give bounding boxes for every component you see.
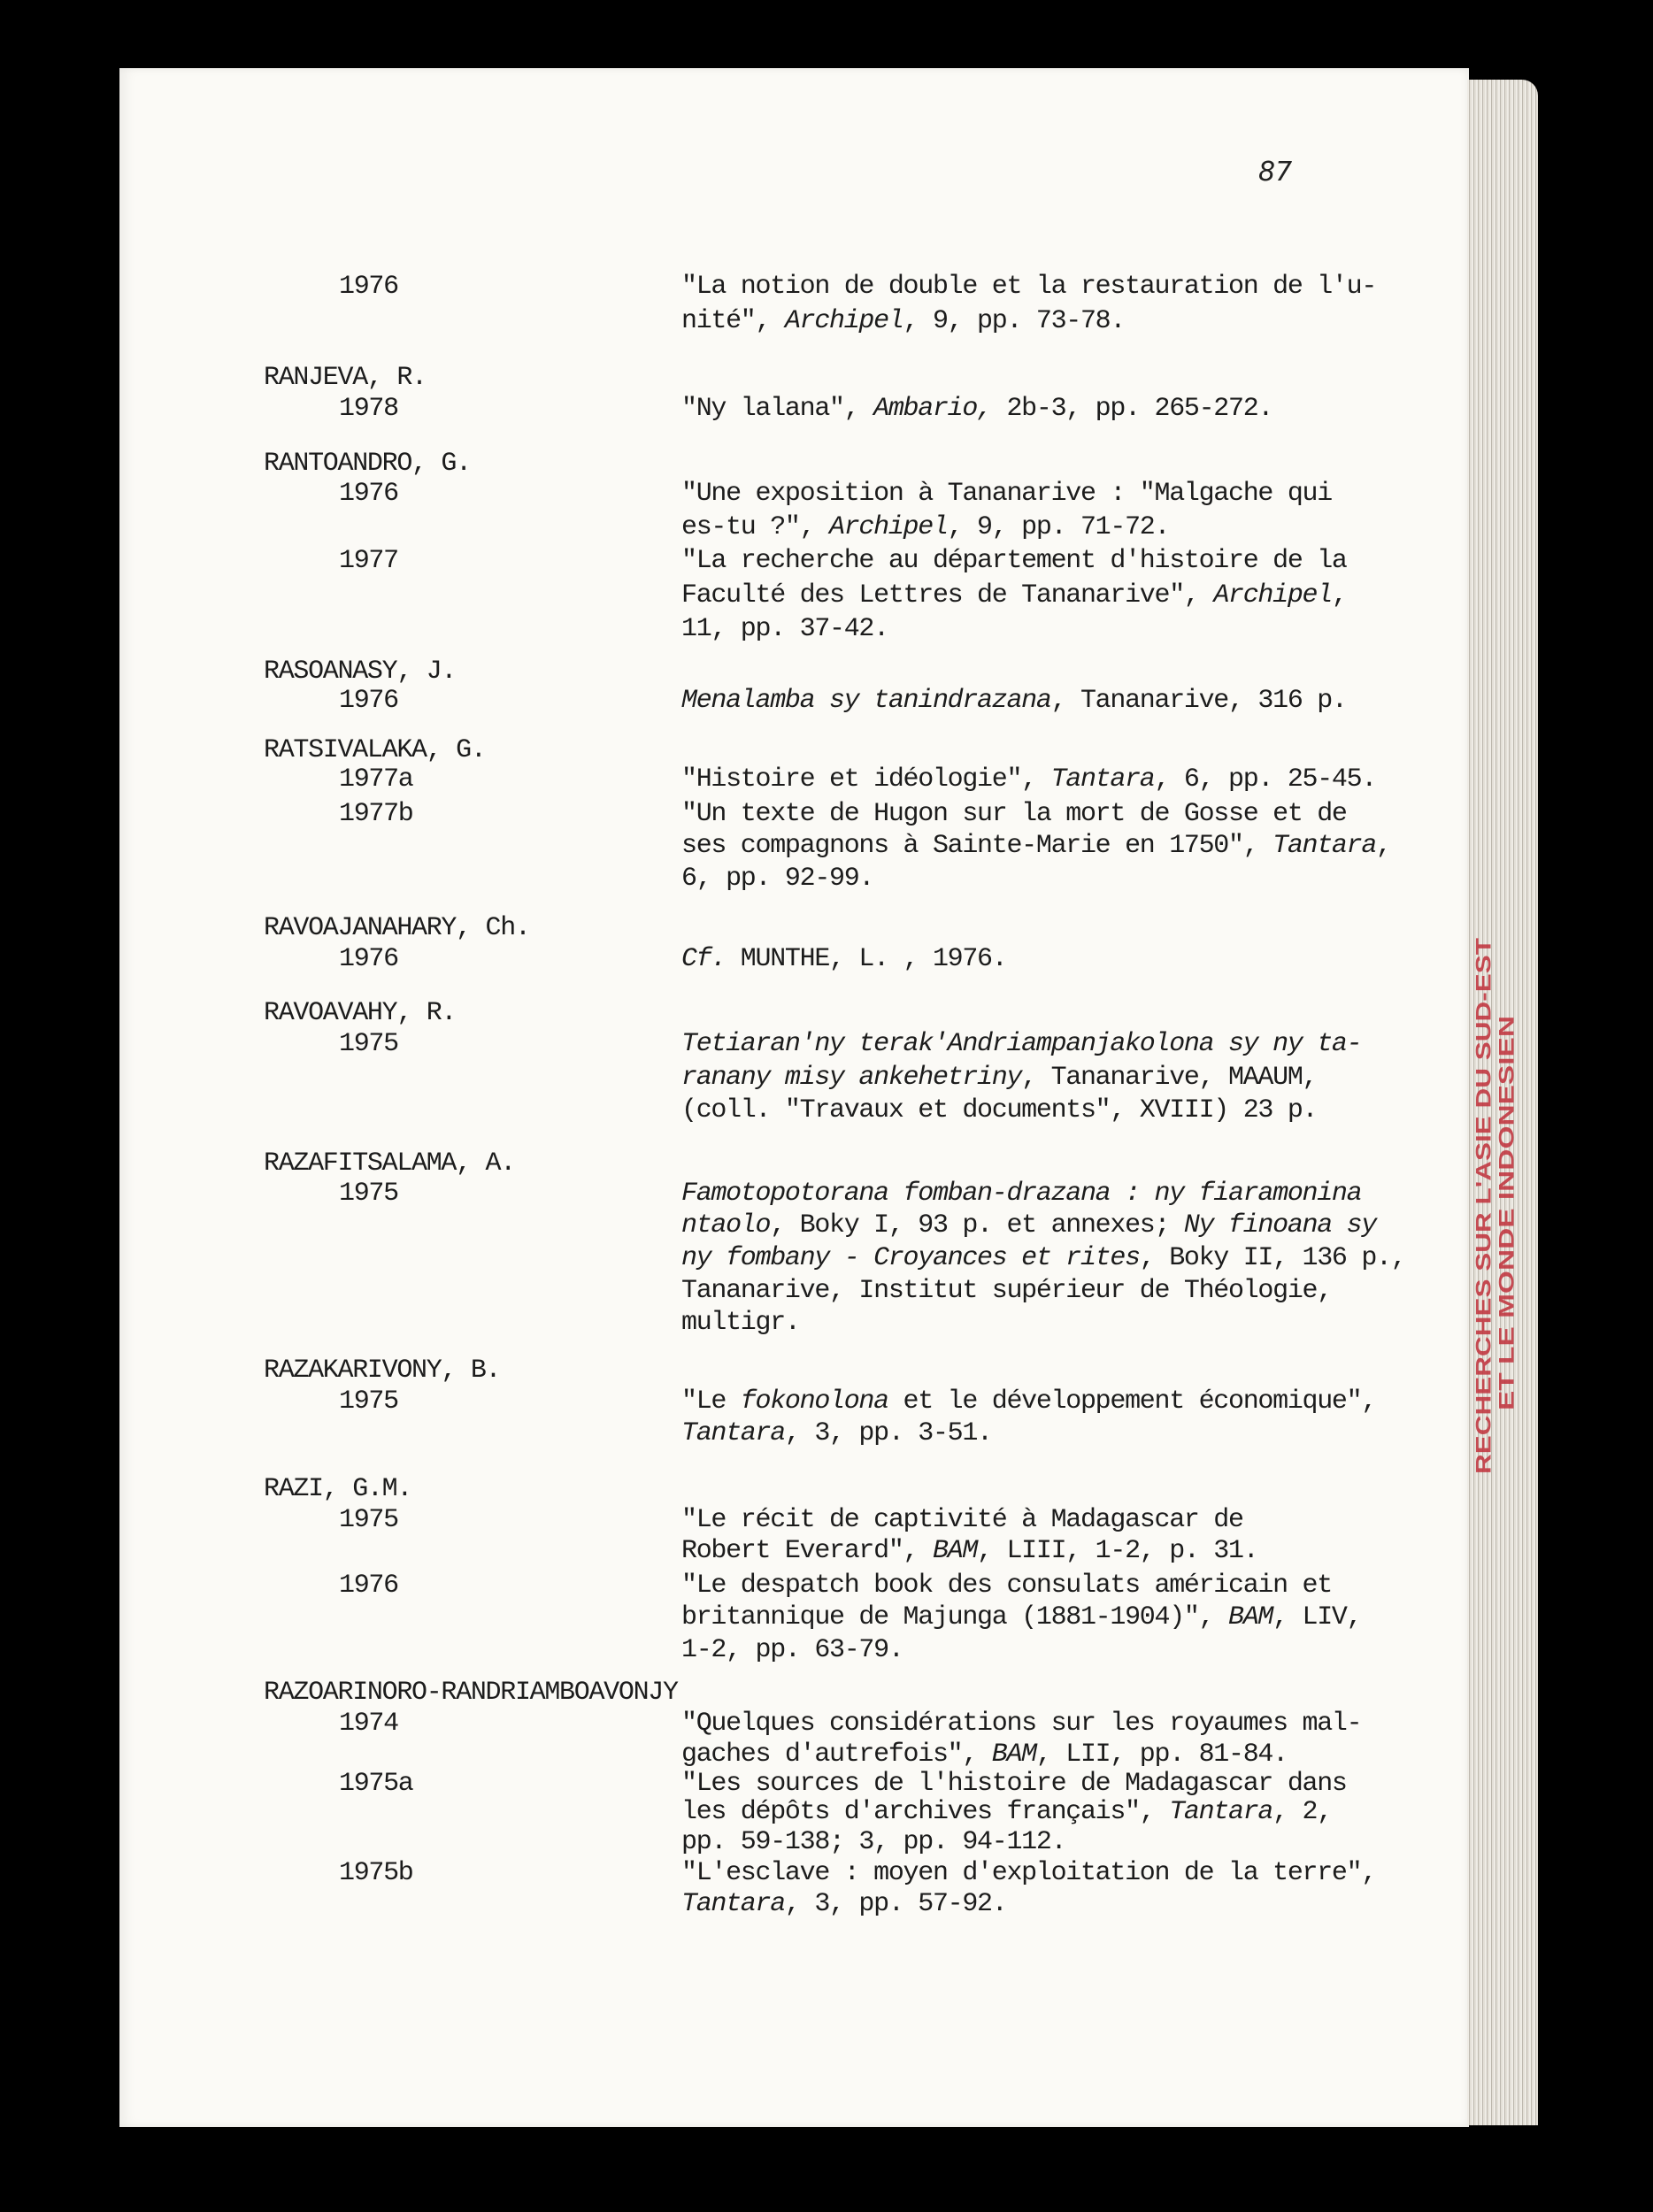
author-name: RAZI, G.M.	[264, 1474, 412, 1504]
text-segment: , Tananarive, 316 p.	[1050, 686, 1347, 716]
reference-line	[681, 546, 1347, 576]
reference-line	[681, 1210, 1376, 1240]
publication-year: 1977	[339, 546, 398, 576]
reference-line	[681, 1505, 1243, 1535]
page-number: 87	[1258, 157, 1293, 188]
italic-title-segment: Tantara	[681, 1889, 785, 1919]
text-segment: les dépôts d'archives français",	[681, 1797, 1170, 1827]
text-segment: "Un texte de Hugon sur la mort de Gosse et de	[681, 799, 1347, 829]
text-segment: "Le récit de captivité à Madagascar de	[681, 1505, 1243, 1535]
text-segment: ses compagnons à Sainte-Marie en 1750",	[681, 831, 1273, 861]
author-name: RASOANASY, J.	[264, 657, 457, 687]
text-segment: britannique de Majunga (1881-1904)",	[681, 1602, 1229, 1632]
publication-year: 1976	[339, 272, 398, 302]
publication-year: 1976	[339, 479, 398, 509]
author-name: RANJEVA, R.	[264, 363, 427, 393]
reference-line	[681, 1571, 1332, 1601]
author-name: RAZAFITSALAMA, A.	[264, 1148, 515, 1179]
text-segment: Robert Everard",	[681, 1536, 933, 1566]
author-name: RAVOAJANAHARY, Ch.	[264, 913, 530, 943]
italic-title-segment: Tetiaran'ny terak'Andriampanjakolona sy ny ta-	[681, 1029, 1362, 1059]
text-segment: "Une exposition à Tananarive : "Malgache qui	[681, 479, 1332, 509]
author-name: RATSIVALAKA, G.	[264, 735, 486, 765]
reference-line	[681, 1243, 1405, 1273]
reference-line	[681, 1827, 1065, 1857]
publication-year: 1975a	[339, 1769, 413, 1799]
text-segment: (coll. "Travaux et documents", XVIII) 23 p.	[681, 1095, 1318, 1125]
edge-print	[1451, 885, 1549, 1522]
italic-title-segment: Ambario,	[873, 394, 992, 424]
italic-title-segment: Tantara	[1050, 764, 1155, 795]
author-name: RANTOANDRO, G.	[264, 449, 471, 479]
publication-year: 1975	[339, 1386, 398, 1417]
author-name: RAZAKARIVONY, B.	[264, 1356, 501, 1386]
reference-line	[681, 764, 1376, 795]
italic-title-segment: Famotopotorana fomban-drazana : ny fiaramonina	[681, 1179, 1362, 1209]
reference-line	[681, 1769, 1347, 1799]
text-segment: "La notion de double et la restauration de l'u-	[681, 272, 1377, 302]
text-segment: Faculté des Lettres de Tananarive",	[681, 580, 1214, 611]
edge-print-line-1: RECHERCHES SUR L'ASIE DU SUD-EST	[1472, 1065, 1496, 1474]
text-segment: 2b-3, pp. 265-272.	[991, 394, 1273, 424]
italic-title-segment: ny fombany - Croyances et rites	[681, 1243, 1140, 1273]
text-segment: ,	[1331, 580, 1347, 611]
text-segment: et le développement économique",	[888, 1386, 1377, 1417]
publication-year: 1975	[339, 1505, 398, 1535]
reference-line	[681, 686, 1347, 716]
publication-year: 1977b	[339, 799, 413, 829]
publication-year: 1976	[339, 944, 398, 974]
text-segment: multigr.	[681, 1308, 800, 1338]
reference-line	[681, 1063, 1317, 1093]
text-segment: "Histoire et idéologie",	[681, 764, 1051, 795]
reference-line	[681, 580, 1347, 611]
publication-year: 1978	[339, 394, 398, 424]
text-segment: , 3, pp. 3-51.	[784, 1418, 992, 1448]
text-segment: pp. 59-138; 3, pp. 94-112.	[681, 1827, 1066, 1857]
text-segment: , 2,	[1272, 1797, 1332, 1827]
publication-year: 1976	[339, 686, 398, 716]
reference-line	[681, 306, 1125, 336]
reference-line	[681, 1418, 992, 1448]
text-segment: ,	[1376, 831, 1391, 861]
reference-line	[681, 944, 1006, 974]
text-segment: es-tu ?",	[681, 512, 830, 542]
text-segment: "Le despatch book des consulats américain et	[681, 1571, 1332, 1601]
reference-line	[681, 1179, 1361, 1209]
italic-title-segment: Tantara	[1272, 831, 1377, 861]
reference-line	[681, 1889, 1006, 1919]
text-segment: MUNTHE, L. , 1976.	[726, 944, 1007, 974]
italic-title-segment: Ny finoana sy	[1183, 1210, 1377, 1240]
italic-title-segment: BAM	[932, 1536, 978, 1566]
reference-line	[681, 1276, 1332, 1306]
publication-year: 1975b	[339, 1858, 413, 1888]
reference-line	[681, 1797, 1332, 1827]
author-name: RAVOAVAHY, R.	[264, 998, 457, 1028]
italic-title-segment: Menalamba sy tanindrazana	[681, 686, 1051, 716]
publication-year: 1975	[339, 1029, 398, 1059]
text-segment: "Le	[681, 1386, 741, 1417]
text-segment: , Boky I, 93 p. et annexes;	[770, 1210, 1184, 1240]
reference-line	[681, 394, 1272, 424]
text-segment: , Tananarive, MAAUM,	[1021, 1063, 1318, 1093]
reference-line	[681, 1029, 1361, 1059]
text-segment: "La recherche au département d'histoire de la	[681, 546, 1347, 576]
reference-line	[681, 799, 1347, 829]
reference-line	[681, 1602, 1361, 1632]
italic-title-segment: BAM	[991, 1740, 1036, 1770]
text-segment: Tananarive, Institut supérieur de Théologie,	[681, 1276, 1332, 1306]
text-segment: 1-2, pp. 63-79.	[681, 1635, 903, 1665]
text-segment: gaches d'autrefois",	[681, 1740, 992, 1770]
reference-line	[681, 1709, 1361, 1739]
italic-title-segment: Archipel	[784, 306, 903, 336]
reference-line	[681, 1740, 1288, 1770]
text-segment: "L'esclave : moyen d'exploitation de la terre",	[681, 1858, 1377, 1888]
reference-line	[681, 479, 1332, 509]
publication-year: 1977a	[339, 764, 413, 795]
text-segment: "Ny lalana",	[681, 394, 874, 424]
text-segment: "Les sources de l'histoire de Madagascar dans	[681, 1769, 1347, 1799]
text-segment: , LIII, 1-2, p. 31.	[977, 1536, 1258, 1566]
text-segment: "Quelques considérations sur les royaumes mal-	[681, 1709, 1362, 1739]
publication-year: 1976	[339, 1571, 398, 1601]
italic-title-segment: Tantara	[681, 1418, 785, 1448]
text-segment: , 9, pp. 73-78.	[903, 306, 1126, 336]
author-name: RAZOARINORO-RANDRIAMBOAVONJY	[264, 1678, 678, 1708]
italic-title-segment: BAM	[1228, 1602, 1273, 1632]
text-segment: , LII, pp. 81-84.	[1035, 1740, 1288, 1770]
italic-title-segment: fokonolona	[740, 1386, 888, 1417]
reference-line	[681, 1858, 1376, 1888]
reference-line	[681, 1536, 1257, 1566]
reference-line	[681, 1386, 1376, 1417]
reference-line	[681, 614, 888, 644]
text-segment: , 9, pp. 71-72.	[947, 512, 1170, 542]
reference-line	[681, 831, 1391, 861]
reference-line	[681, 512, 1169, 542]
reference-line	[681, 1308, 800, 1338]
text-segment: 6, pp. 92-99.	[681, 864, 874, 894]
italic-title-segment: ntaolo	[681, 1210, 771, 1240]
text-segment: , 3, pp. 57-92.	[784, 1889, 1007, 1919]
italic-title-segment: Archipel	[1213, 580, 1332, 611]
italic-title-segment: Archipel	[829, 512, 948, 542]
publication-year: 1974	[339, 1709, 398, 1739]
italic-title-segment: ranany misy ankehetriny	[681, 1063, 1022, 1093]
reference-line	[681, 864, 873, 894]
text-segment: , 6, pp. 25-45.	[1154, 764, 1377, 795]
italic-title-segment: Tantara	[1169, 1797, 1273, 1827]
text-segment: , Boky II, 136 p.,	[1139, 1243, 1406, 1273]
edge-print-line-2: ET LE MONDE INDONESIEN	[1495, 1126, 1519, 1410]
reference-line	[681, 272, 1376, 302]
text-segment: , LIV,	[1272, 1602, 1362, 1632]
publication-year: 1975	[339, 1179, 398, 1209]
text-segment: nité",	[681, 306, 785, 336]
reference-line	[681, 1095, 1317, 1125]
italic-title-segment: Cf.	[681, 944, 727, 974]
text-segment: 11, pp. 37-42.	[681, 614, 888, 644]
reference-line	[681, 1635, 903, 1665]
